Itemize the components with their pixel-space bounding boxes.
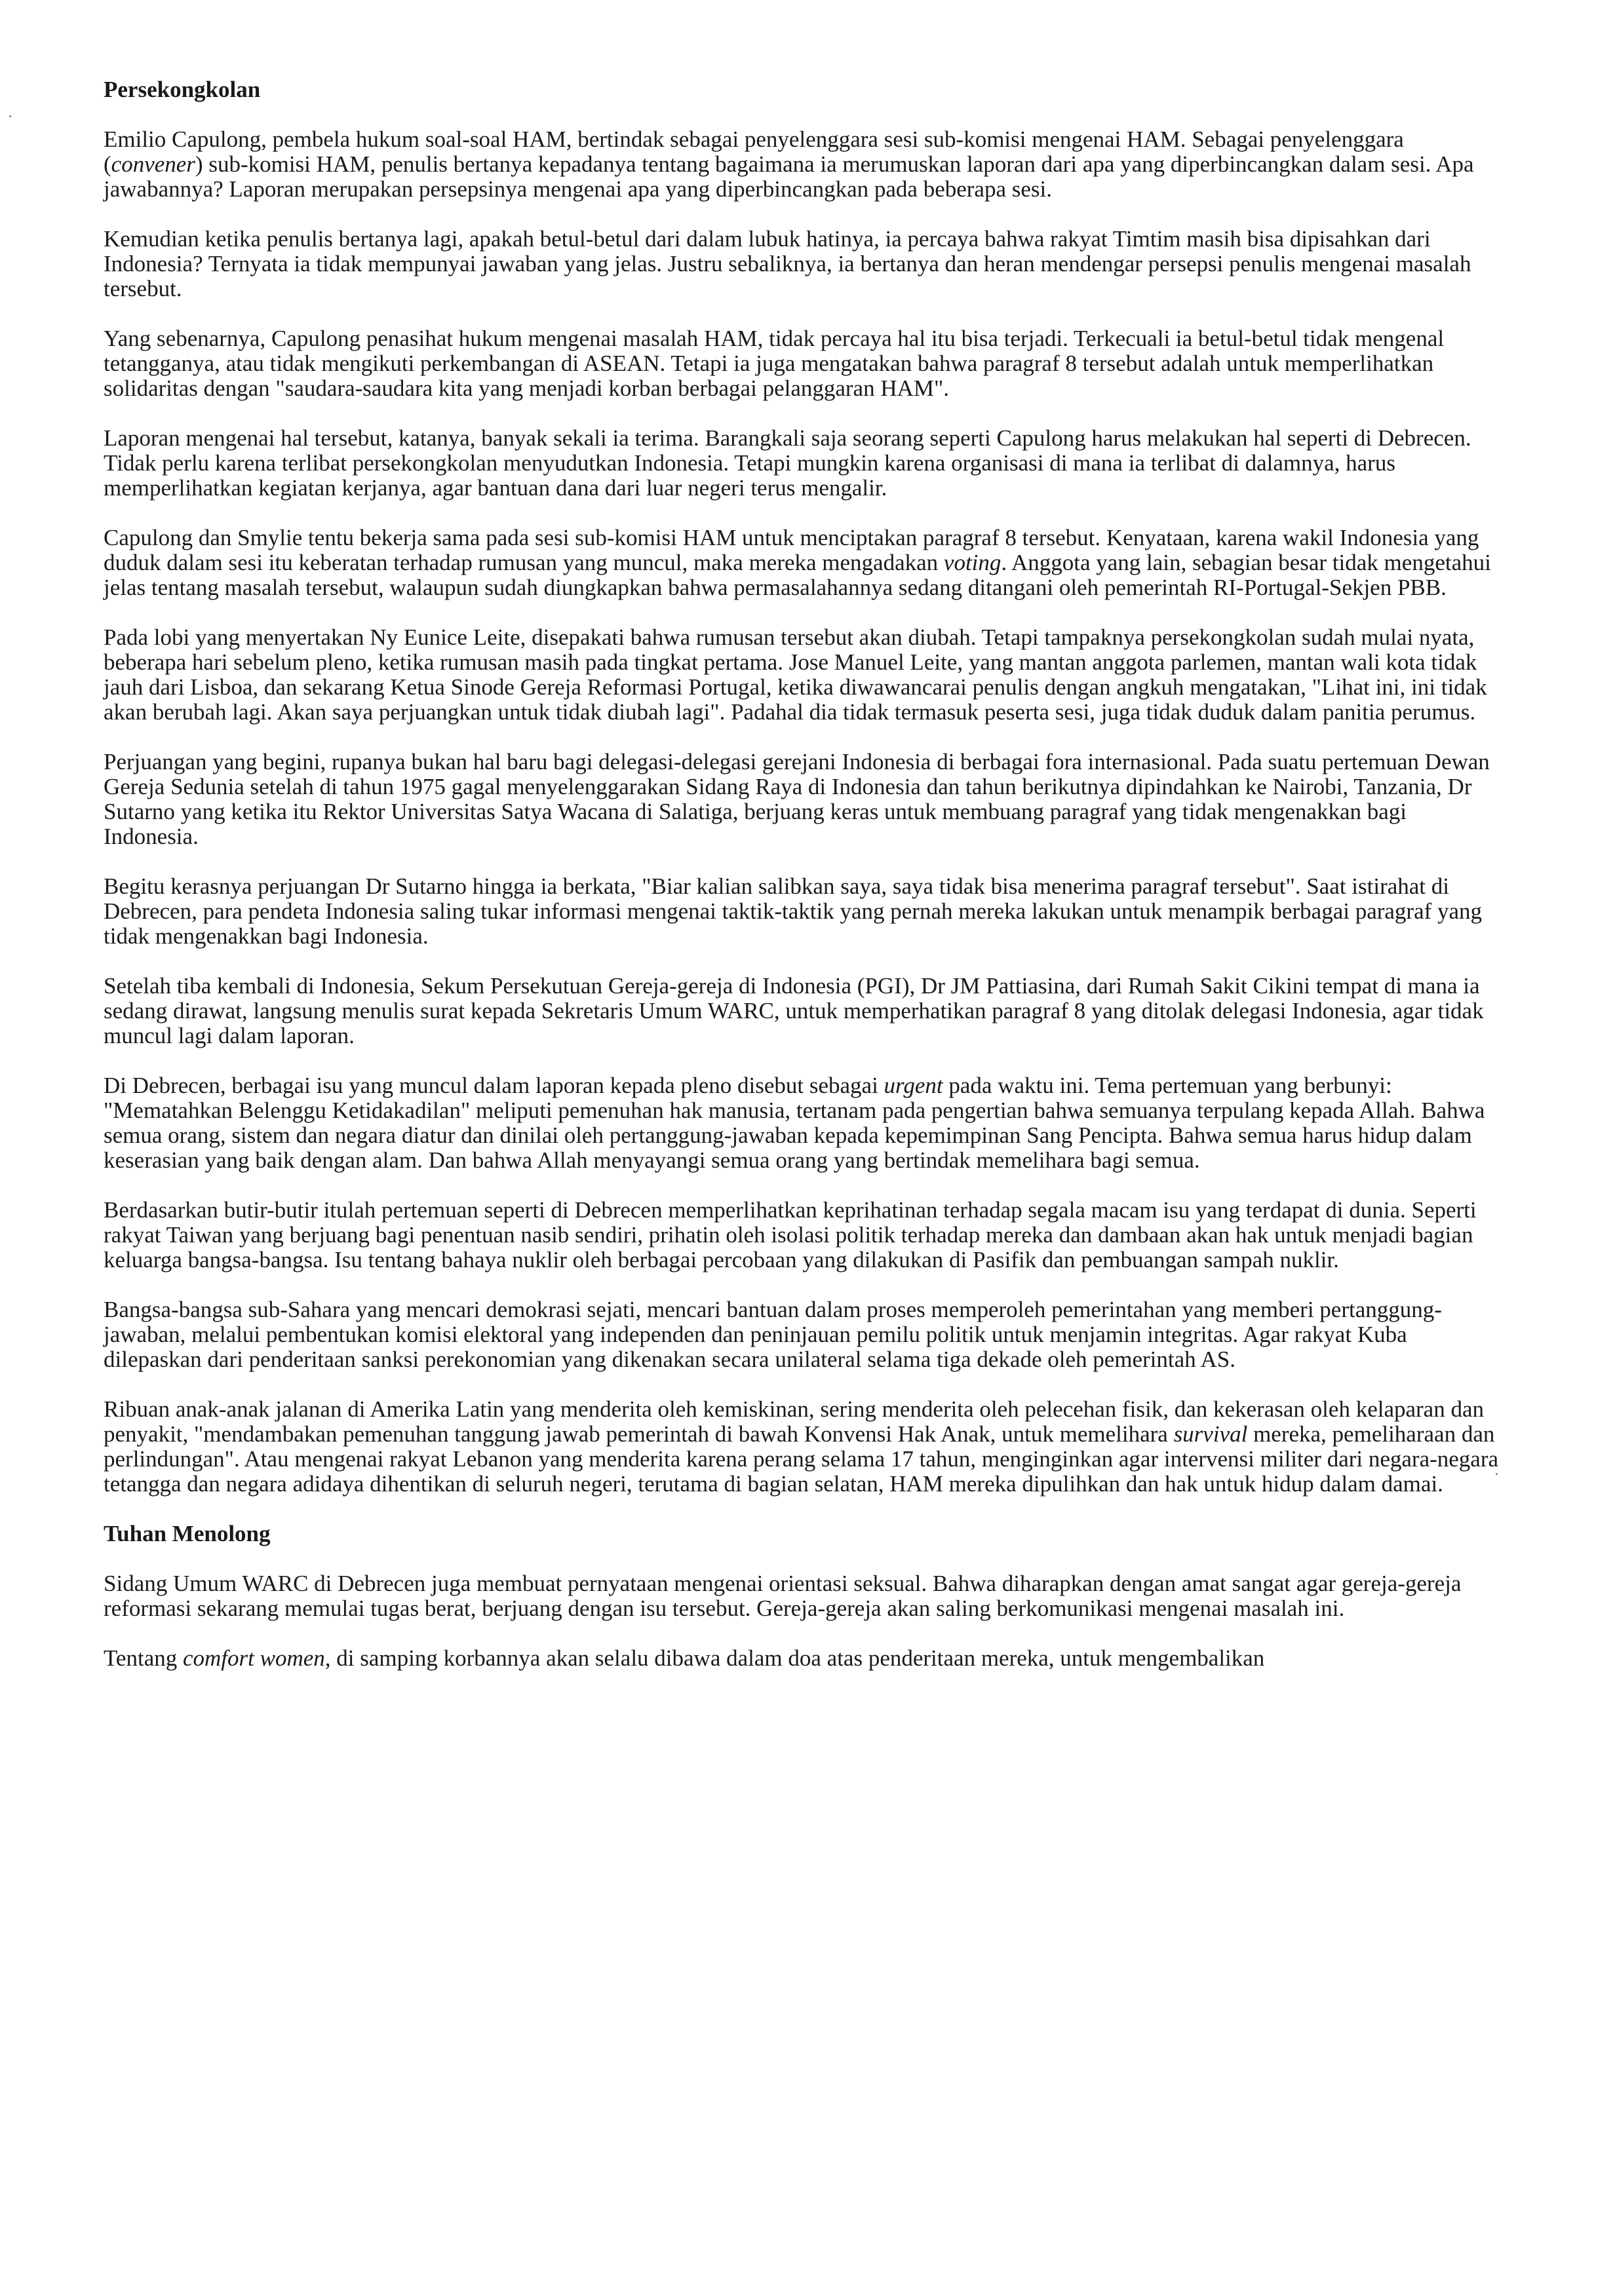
document-page [104, 77, 1500, 1696]
paragraph-text: Bangsa-bangsa sub-Sahara yang mencari demokrasi sejati, mencari bantuan dalam proses memperoleh pemerintahan yang memberi pertanggung-jawaban, melalui pembentukan komisi elektoral yang independen dan peninjauan pemilu politik untuk menjamin integritas. Agar rakyat Kuba dilepaskan dari penderitaan sanksi perekonomian yang dikenakan secara unilateral selama tiga dekade oleh pemerintah AS. [104, 1297, 1442, 1372]
paragraph-text: Capulong dan Smylie tentu bekerja sama pada sesi sub-komisi HAM untuk menciptakan paragraf 8 tersebut. Kenyataan, karena wakil Indonesia yang duduk dalam sesi itu keberatan terhadap rumusan yang muncul, maka mereka mengadakan [104, 525, 1479, 575]
body-paragraph [104, 874, 1500, 949]
body-paragraph [104, 1073, 1500, 1173]
body-paragraph [104, 1198, 1500, 1272]
body-paragraph [104, 1571, 1500, 1621]
paragraph-text: , di samping korbannya akan selalu dibawa dalam doa atas penderitaan mereka, untuk mengembalikan [324, 1645, 1265, 1671]
body-paragraph [104, 974, 1500, 1048]
paragraph-text: Setelah tiba kembali di Indonesia, Sekum Persekutuan Gereja-gereja di Indonesia (PGI), Dr JM Pattiasina, dari Rumah Sakit Cikini tempat di mana ia sedang dirawat, langsung menulis surat kepada Sekretaris Umum WARC, untuk memperhatikan paragraf 8 yang ditolak delegasi Indonesia, agar tidak muncul lagi dalam laporan. [104, 973, 1484, 1048]
paragraph-text: mereka, pemeliharaan dan perlindungan". Atau mengenai rakyat Lebanon yang menderita karena perang selama 17 tahun, menginginkan agar intervensi militer dari negara-negara tetangga dan negara adidaya dihentikan di seluruh negeri, terutama di bagian selatan, HAM mereka dipulihkan dan hak untuk hidup dalam damai. [104, 1421, 1499, 1497]
body-paragraph [104, 526, 1500, 600]
paragraph-text: Perjuangan yang begini, rupanya bukan hal baru bagi delegasi-delegasi gerejani Indonesia di berbagai fora internasional. Pada suatu pertemuan Dewan Gereja Sedunia setelah di tahun 1975 gagal menyelenggarakan Sidang Raya di Indonesia dan tahun berikutnya dipindahkan ke Nairobi, Tanzania, Dr Sutarno yang ketika itu Rektor Universitas Satya Wacana di Salatiga, berjuang keras untuk membuang paragraf yang tidak mengenakkan bagi Indonesia. [104, 749, 1490, 849]
italic-term: convener [111, 151, 195, 177]
body-paragraph [104, 1397, 1500, 1497]
body-paragraph [104, 1646, 1500, 1671]
paragraph-text: Laporan mengenai hal tersebut, katanya, banyak sekali ia terima. Barangkali saja seorang seperti Capulong harus melakukan hal seperti di Debrecen. Tidak perlu karena terlibat persekongkolan menyudutkan Indonesia. Tetapi mungkin karena organisasi di mana ia terlibat di dalamnya, harus memperlihatkan kegiatan kerjanya, agar bantuan dana dari luar negeri terus mengalir. [104, 425, 1471, 501]
body-paragraph [104, 1297, 1500, 1372]
body-paragraph [104, 750, 1500, 849]
paragraph-text: Yang sebenarnya, Capulong penasihat hukum mengenai masalah HAM, tidak percaya hal itu bisa terjadi. Terkecuali ia betul-betul tidak mengenal tetangganya, atau tidak mengikuti perkembangan di ASEAN. Tetapi ia juga mengatakan bahwa paragraf 8 tersebut adalah untuk memperlihatkan solidaritas dengan "saudara-saudara kita yang menjadi korban berbagai pelanggaran HAM". [104, 326, 1445, 401]
paragraph-text: Tentang [104, 1645, 183, 1671]
italic-term: comfort women [182, 1645, 325, 1671]
body-paragraph [104, 227, 1500, 301]
paragraph-text: Begitu kerasnya perjuangan Dr Sutarno hingga ia berkata, "Biar kalian salibkan saya, saya tidak bisa menerima paragraf tersebut". Saat istirahat di Debrecen, para pendeta Indonesia saling tukar informasi mengenai taktik-taktik yang pernah mereka lakukan untuk menampik berbagai paragraf yang tidak mengenakkan bagi Indonesia. [104, 873, 1483, 949]
italic-term: voting [943, 550, 1002, 575]
body-paragraph [104, 326, 1500, 401]
paragraph-text: Kemudian ketika penulis bertanya lagi, apakah betul-betul dari dalam lubuk hatinya, ia percaya bahwa rakyat Timtim masih bisa dipisahkan dari Indonesia? Ternyata ia tidak mempunyai jawaban yang jelas. Justru sebaliknya, ia bertanya dan heran mendengar persepsi penulis mengenai masalah tersebut. [104, 226, 1471, 301]
scan-speck [9, 115, 11, 117]
paragraph-text: Emilio Capulong, pembela hukum soal-soal HAM, bertindak sebagai penyelenggara sesi sub-komisi mengenai HAM. Sebagai penyelenggara ( [104, 126, 1404, 177]
paragraph-text: Di Debrecen, berbagai isu yang muncul dalam laporan kepada pleno disebut sebagai [104, 1073, 884, 1098]
scan-speck [1496, 1473, 1498, 1475]
section-heading: Persekongkolan [104, 77, 261, 102]
paragraph-text: . Anggota yang lain, sebagian besar tidak mengetahui jelas tentang masalah tersebut, walaupun sudah diungkapkan bahwa permasalahannya sedang ditangani oleh pemerintah RI-Portugal-Sekjen PBB. [104, 550, 1491, 600]
paragraph-text: Pada lobi yang menyertakan Ny Eunice Leite, disepakati bahwa rumusan tersebut akan diubah. Tetapi tampaknya persekongkolan sudah mulai nyata, beberapa hari sebelum pleno, ketika rumusan masih pada tingkat pertama. Jose Manuel Leite, yang mantan anggota parlemen, mantan wali kota tidak jauh dari Lisboa, dan sekarang Ketua Sinode Gereja Reformasi Portugal, ketika diwawancarai penulis dengan angkuh mengatakan, "Lihat ini, ini tidak akan berubah lagi. Akan saya perjuangkan untuk tidak diubah lagi". Padahal dia tidak termasuk peserta sesi, juga tidak duduk dalam panitia perumus. [104, 624, 1487, 725]
paragraph-text: Berdasarkan butir-butir itulah pertemuan seperti di Debrecen memperlihatkan keprihatinan terhadap segala macam isu yang terdapat di dunia. Seperti rakyat Taiwan yang berjuang bagi penentuan nasib sendiri, prihatin oleh isolasi politik terhadap mereka dan dambaan akan hak untuk menjadi bagian keluarga bangsa-bangsa. Isu tentang bahaya nuklir oleh berbagai percobaan yang dilakukan di Pasifik dan pembuangan sampah nuklir. [104, 1197, 1477, 1272]
body-paragraph [104, 426, 1500, 501]
paragraph-text: pada waktu ini. Tema pertemuan yang berbunyi: "Mematahkan Belenggu Ketidakadilan" meliputi pemenuhan hak manusia, tertanam pada pengertian bahwa semuanya terpulang kepada Allah. Bahwa semua orang, sistem dan negara diatur dan dinilai oleh pertanggung-jawaban kepada kepemimpinan Sang Pencipta. Bahwa semua harus hidup dalam keserasian yang baik dengan alam. Dan bahwa Allah menyayangi semua orang yang bertindak memelihara bagi semua. [104, 1073, 1485, 1173]
paragraph-text: Sidang Umum WARC di Debrecen juga membuat pernyataan mengenai orientasi seksual. Bahwa diharapkan dengan amat sangat agar gereja-gereja reformasi sekarang memulai tugas berat, berjuang dengan isu tersebut. Gereja-gereja akan saling berkomunikasi mengenai masalah ini. [104, 1571, 1462, 1621]
paragraph-text: ) sub-komisi HAM, penulis bertanya kepadanya tentang bagaimana ia merumuskan laporan dari apa yang diperbincangkan dalam sesi. Apa jawabannya? Laporan merupakan persepsinya mengenai apa yang diperbincangkan pada beberapa sesi. [104, 151, 1474, 202]
body-paragraph [104, 127, 1500, 202]
section-heading: Tuhan Menolong [104, 1521, 271, 1546]
italic-term: survival [1173, 1421, 1248, 1447]
paragraph-text: Ribuan anak-anak jalanan di Amerika Latin yang menderita oleh kemiskinan, sering menderita oleh pelecehan fisik, dan kekerasan oleh kelaparan dan penyakit, "mendambakan pemenuhan tanggung jawab pemerintah di bawah Konvensi Hak Anak, untuk memelihara [104, 1396, 1484, 1447]
body-paragraph [104, 625, 1500, 725]
italic-term: urgent [884, 1073, 943, 1098]
